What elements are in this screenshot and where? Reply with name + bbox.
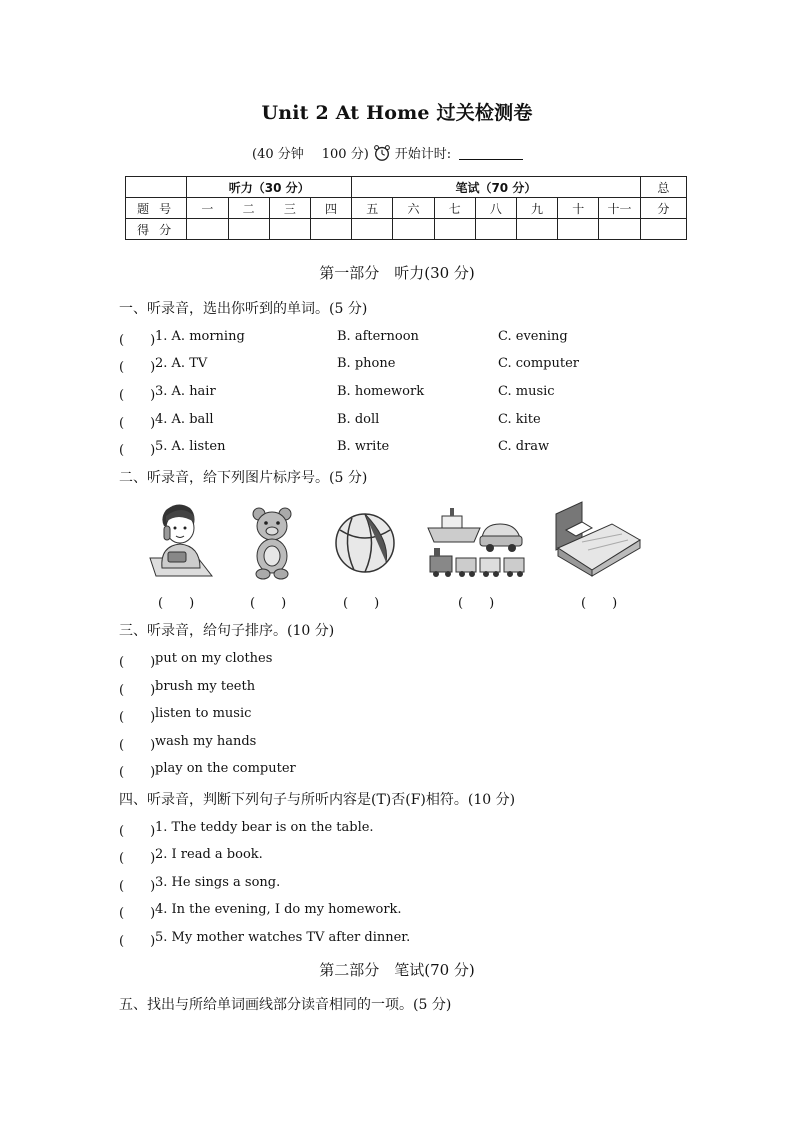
answer-paren[interactable]: ( ) [119, 934, 156, 949]
qnum: 二 [228, 198, 269, 219]
q4-item: ( ) 4. In the evening, I do my homework. [119, 902, 402, 921]
bed-picture [552, 498, 642, 578]
answer-paren[interactable]: ( ) [119, 710, 156, 725]
answer-paren[interactable]: ( ) [119, 906, 156, 921]
score-cell[interactable] [269, 219, 310, 240]
teddy-bear-picture [248, 506, 296, 580]
clock-icon [373, 144, 391, 162]
answer-paren[interactable]: ( ) [119, 360, 156, 375]
q2-pictures [0, 492, 794, 582]
answer-paren[interactable]: ( ) [119, 388, 156, 403]
score-cell[interactable] [475, 219, 516, 240]
q4-heading: 四、听录音，判断下列句子与所听内容是(T)否(F)相符。(10 分) [119, 792, 516, 808]
answer-paren[interactable]: ( ) [119, 765, 156, 780]
answer-paren[interactable]: ( ) [119, 416, 156, 431]
q4-item: ( ) 3. He sings a song. [119, 875, 281, 894]
q3-item: ( ) wash my hands [119, 734, 257, 753]
part1-title: 第一部分 听力(30 分) [319, 264, 475, 282]
picture-answer-paren[interactable]: ( ) [458, 596, 495, 611]
qnum: 九 [516, 198, 557, 219]
score-cell[interactable] [434, 219, 475, 240]
score-cell[interactable] [599, 219, 640, 240]
score-cell[interactable] [187, 219, 228, 240]
q1-item: ( ) 2. A. TV B. phone C. computer [119, 356, 580, 375]
q1-item: ( ) 4. A. ball B. doll C. kite [119, 412, 541, 431]
picture-answer-paren[interactable]: ( ) [343, 596, 380, 611]
qnum: 三 [269, 198, 310, 219]
q3-heading: 三、听录音，给句子排序。(10 分) [119, 623, 335, 639]
score-label: 得分 [126, 219, 187, 240]
qnum: 十一 [599, 198, 640, 219]
listening-header: 听力（30 分） [187, 177, 352, 198]
score-table [125, 176, 687, 240]
q1-item: ( ) 5. A. listen B. write C. draw [119, 439, 550, 458]
q4-item: ( ) 2. I read a book. [119, 847, 263, 866]
qnum: 五 [352, 198, 393, 219]
q4-item: ( ) 1. The teddy bear is on the table. [119, 820, 374, 839]
q1-item: ( ) 3. A. hair B. homework C. music [119, 384, 555, 403]
score-cell[interactable] [393, 219, 434, 240]
answer-paren[interactable]: ( ) [119, 443, 156, 458]
qnum: 十 [558, 198, 599, 219]
score-cell[interactable] [310, 219, 351, 240]
start-time-blank[interactable] [459, 145, 523, 160]
score-cell[interactable] [516, 219, 557, 240]
picture-answer-paren[interactable]: ( ) [158, 596, 195, 611]
q3-item: ( ) play on the computer [119, 761, 296, 780]
writing-header: 笔试（70 分） [352, 177, 641, 198]
qnum: 四 [310, 198, 351, 219]
page-title: Unit 2 At Home 过关检测卷 [261, 102, 533, 124]
answer-paren[interactable]: ( ) [119, 683, 156, 698]
q3-item: ( ) put on my clothes [119, 651, 273, 670]
qnum: 六 [393, 198, 434, 219]
q3-item: ( ) brush my teeth [119, 679, 256, 698]
total-score: 100 分) [321, 147, 369, 162]
boy-on-phone-picture [148, 496, 214, 578]
answer-paren[interactable]: ( ) [119, 824, 156, 839]
qnum: 七 [434, 198, 475, 219]
q1-heading: 一、听录音，选出你听到的单词。(5 分) [119, 301, 368, 317]
toys-picture [424, 504, 528, 580]
start-time-label: 开始计时: [394, 147, 452, 162]
picture-answer-paren[interactable]: ( ) [581, 596, 618, 611]
score-cell[interactable] [558, 219, 599, 240]
exam-info [252, 143, 523, 162]
ball-picture [334, 512, 396, 574]
part2-title: 第二部分 笔试(70 分) [319, 961, 475, 979]
q4-item: ( ) 5. My mother watches TV after dinner. [119, 930, 411, 949]
q3-item: ( ) listen to music [119, 706, 252, 725]
answer-paren[interactable]: ( ) [119, 738, 156, 753]
total-header-2: 分 [640, 198, 686, 219]
answer-paren[interactable]: ( ) [119, 879, 156, 894]
picture-answer-paren[interactable]: ( ) [250, 596, 287, 611]
q2-heading: 二、听录音，给下列图片标序号。(5 分) [119, 470, 368, 486]
question-number-label: 题号 [126, 198, 187, 219]
score-cell[interactable] [352, 219, 393, 240]
total-header: 总 [640, 177, 686, 198]
score-cell[interactable] [228, 219, 269, 240]
answer-paren[interactable]: ( ) [119, 333, 156, 348]
answer-paren[interactable]: ( ) [119, 655, 156, 670]
q1-item: ( ) 1. A. morning B. afternoon C. evening [119, 329, 568, 348]
total-score-cell[interactable] [640, 219, 686, 240]
q5-heading: 五、找出与所给单词画线部分读音相同的一项。(5 分) [119, 997, 452, 1013]
qnum: 一 [187, 198, 228, 219]
answer-paren[interactable]: ( ) [119, 851, 156, 866]
qnum: 八 [475, 198, 516, 219]
time-limit: (40 分钟 [252, 147, 304, 162]
